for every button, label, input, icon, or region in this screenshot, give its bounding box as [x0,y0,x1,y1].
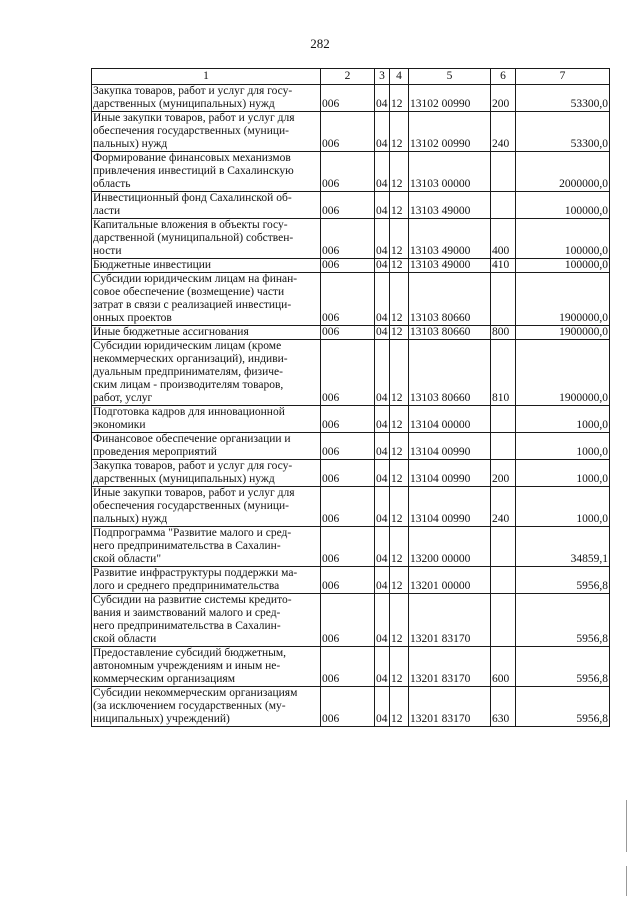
header-col-6: 6 [491,69,516,85]
row-name-text: Подпрограмма "Развитие малого и сред- него предпринимательства в Сахалин- ской области" [93,527,292,565]
target-article-cell: 13200 00000 [409,527,491,567]
amount-cell: 5956,8 [516,567,610,594]
row-name-cell [92,487,321,527]
pr-code-cell: 12 [390,326,409,340]
amount-cell: 1000,0 [516,433,610,460]
header-col-2: 2 [321,69,375,85]
budget-table [91,68,610,727]
rz-code-cell: 04 [375,647,390,687]
target-article-cell: 13103 49000 [409,259,491,273]
section-code-cell: 006 [321,326,375,340]
pr-code-cell: 12 [390,487,409,527]
expense-type-cell: 200 [491,85,516,112]
pr-code-cell: 12 [390,594,409,647]
expense-type-cell: 240 [491,487,516,527]
section-code-cell: 006 [321,152,375,192]
row-name-text: Иные закупки товаров, работ и услуг для обеспечения государственных (муници- пальных) нужд [93,487,295,525]
table-row [92,112,610,152]
amount-cell: 34859,1 [516,527,610,567]
target-article-cell: 13103 80660 [409,340,491,406]
rz-code-cell: 04 [375,687,390,727]
table-row [92,594,610,647]
target-article-cell: 13201 83170 [409,687,491,727]
pr-code-cell: 12 [390,527,409,567]
section-code-cell: 006 [321,460,375,487]
pr-code-cell: 12 [390,85,409,112]
section-code-cell: 006 [321,687,375,727]
table-row [92,259,610,273]
rz-code-cell: 04 [375,594,390,647]
section-code-cell: 006 [321,273,375,326]
header-row [92,69,610,85]
target-article-cell: 13103 49000 [409,219,491,259]
section-code-cell: 006 [321,647,375,687]
pr-code-cell: 12 [390,112,409,152]
pr-code-cell: 12 [390,273,409,326]
row-name-cell [92,340,321,406]
target-article-cell: 13103 80660 [409,326,491,340]
expense-type-cell: 600 [491,647,516,687]
rz-code-cell: 04 [375,273,390,326]
table-row [92,219,610,259]
row-name-cell [92,687,321,727]
pr-code-cell: 12 [390,259,409,273]
expense-type-cell [491,567,516,594]
amount-cell: 1900000,0 [516,340,610,406]
rz-code-cell: 04 [375,192,390,219]
amount-cell: 100000,0 [516,192,610,219]
target-article-cell: 13103 49000 [409,192,491,219]
section-code-cell: 006 [321,112,375,152]
row-name-text: Бюджетные инвестиции [93,259,212,271]
row-name-cell [92,259,321,273]
pr-code-cell: 12 [390,152,409,192]
target-article-cell: 13102 00990 [409,85,491,112]
header-col-7: 7 [516,69,610,85]
table-row [92,326,610,340]
page-number: 282 [310,36,330,51]
expense-type-cell: 410 [491,259,516,273]
section-code-cell: 006 [321,219,375,259]
amount-cell: 1900000,0 [516,273,610,326]
row-name-cell [92,273,321,326]
row-name-text: Инвестиционный фонд Сахалинской об- ласти [93,192,292,217]
rz-code-cell: 04 [375,85,390,112]
expense-type-cell: 810 [491,340,516,406]
pr-code-cell: 12 [390,192,409,219]
pr-code-cell: 12 [390,340,409,406]
expense-type-cell [491,433,516,460]
row-name-text: Субсидии некоммерческим организациям (за исключением государственных (му- ниципальных) учреждений) [93,687,298,725]
expense-type-cell: 800 [491,326,516,340]
table-row [92,433,610,460]
table-row [92,152,610,192]
expense-type-cell [491,192,516,219]
target-article-cell: 13103 00000 [409,152,491,192]
table-row [92,527,610,567]
target-article-cell: 13104 00990 [409,487,491,527]
header-col-1: 1 [92,69,321,85]
row-name-text: Финансовое обеспечение организации и проведения мероприятий [93,433,291,458]
row-name-text: Капитальные вложения в объекты госу- дарственной (муниципальной) собствен- ности [93,219,294,257]
row-name-text: Формирование финансовых механизмов привлечения инвестиций в Сахалинскую область [93,152,294,190]
table-row [92,687,610,727]
row-name-cell [92,326,321,340]
amount-cell: 53300,0 [516,85,610,112]
table-row [92,273,610,326]
target-article-cell: 13102 00990 [409,112,491,152]
expense-type-cell [491,594,516,647]
amount-cell: 2000000,0 [516,152,610,192]
margin-scan-mark [626,800,627,852]
expense-type-cell: 200 [491,460,516,487]
header-col-5: 5 [409,69,491,85]
rz-code-cell: 04 [375,487,390,527]
row-name-cell [92,594,321,647]
section-code-cell: 006 [321,85,375,112]
row-name-text: Иные закупки товаров, работ и услуг для обеспечения государственных (муници- пальных) нужд [93,112,295,150]
expense-type-cell [491,152,516,192]
section-code-cell: 006 [321,192,375,219]
target-article-cell: 13201 83170 [409,647,491,687]
section-code-cell: 006 [321,259,375,273]
expense-type-cell [491,273,516,326]
header-col-3: 3 [375,69,390,85]
amount-cell: 1900000,0 [516,326,610,340]
margin-scan-mark [626,866,627,896]
amount-cell: 5956,8 [516,687,610,727]
rz-code-cell: 04 [375,219,390,259]
header-col-4: 4 [390,69,409,85]
amount-cell: 100000,0 [516,259,610,273]
amount-cell: 5956,8 [516,594,610,647]
target-article-cell: 13104 00990 [409,460,491,487]
row-name-cell [92,433,321,460]
table-row [92,487,610,527]
pr-code-cell: 12 [390,460,409,487]
expense-type-cell [491,527,516,567]
pr-code-cell: 12 [390,433,409,460]
section-code-cell: 006 [321,487,375,527]
row-name-text: Субсидии на развитие системы кредито- вания и заимствований малого и сред- него предпринимательства в Сахалин- ской области [93,594,292,645]
pr-code-cell: 12 [390,406,409,433]
row-name-text: Предоставление субсидий бюджетным, автономным учреждениям и иным не- коммерческим организациям [93,647,287,685]
row-name-text: Развитие инфраструктуры поддержки ма- лого и среднего предпринимательства [93,567,298,592]
amount-cell: 5956,8 [516,647,610,687]
row-name-text: Иные бюджетные ассигнования [93,326,249,338]
rz-code-cell: 04 [376,259,388,271]
row-name-cell [92,85,321,112]
row-name-cell [92,192,321,219]
table-row [92,647,610,687]
expense-type-cell: 400 [491,219,516,259]
row-name-cell [92,527,321,567]
row-name-cell [92,112,321,152]
row-name-cell [92,647,321,687]
section-code-cell: 006 [321,594,375,647]
target-article-cell: 13201 00000 [409,567,491,594]
expense-type-cell: 630 [491,687,516,727]
table-row [92,460,610,487]
target-article-cell: 13104 00990 [409,433,491,460]
target-article-cell: 13201 83170 [409,594,491,647]
section-code-cell: 006 [321,406,375,433]
pr-code-cell: 12 [390,647,409,687]
rz-code-cell: 04 [375,152,390,192]
table-row [92,567,610,594]
rz-code-cell: 04 [375,567,390,594]
pr-code-cell: 12 [390,219,409,259]
row-name-cell [92,567,321,594]
row-name-text: Закупка товаров, работ и услуг для госу- дарственных (муниципальных) нужд [93,85,293,110]
table-row [92,192,610,219]
row-name-text: Закупка товаров, работ и услуг для госу- дарственных (муниципальных) нужд [93,460,293,485]
row-name-cell [92,152,321,192]
rz-code-cell: 04 [375,406,390,433]
amount-cell: 100000,0 [516,219,610,259]
amount-cell: 53300,0 [516,112,610,152]
amount-cell: 1000,0 [516,487,610,527]
rz-code-cell: 04 [375,340,390,406]
row-name-text: Субсидии юридическим лицам на финан- совое обеспечение (возмещение) части затрат в связи с реализацией инвестици- онных проектов [93,273,298,324]
section-code-cell: 006 [321,527,375,567]
target-article-cell: 13103 80660 [409,273,491,326]
rz-code-cell: 04 [375,433,390,460]
section-code-cell: 006 [321,433,375,460]
pr-code-cell: 12 [390,567,409,594]
expense-type-cell: 240 [491,112,516,152]
row-name-text: Субсидии юридическим лицам (кроме некоммерческих организаций), индиви- дуальным предпринимателям, физиче- ским лицам - производителям товаров, работ, услуг [93,340,288,404]
pr-code-cell: 12 [390,687,409,727]
row-name-cell [92,460,321,487]
table-row [92,340,610,406]
expense-type-cell [491,406,516,433]
section-code-cell: 006 [321,567,375,594]
row-name-text: Подготовка кадров для инновационной экономики [93,406,285,431]
rz-code-cell: 04 [375,112,390,152]
table-row [92,85,610,112]
section-code-cell: 006 [321,340,375,406]
amount-cell: 1000,0 [516,460,610,487]
amount-cell: 1000,0 [516,406,610,433]
row-name-cell [92,406,321,433]
target-article-cell: 13104 00000 [409,406,491,433]
rz-code-cell: 04 [376,326,388,338]
row-name-cell [92,219,321,259]
rz-code-cell: 04 [375,460,390,487]
rz-code-cell: 04 [375,527,390,567]
table-row [92,406,610,433]
